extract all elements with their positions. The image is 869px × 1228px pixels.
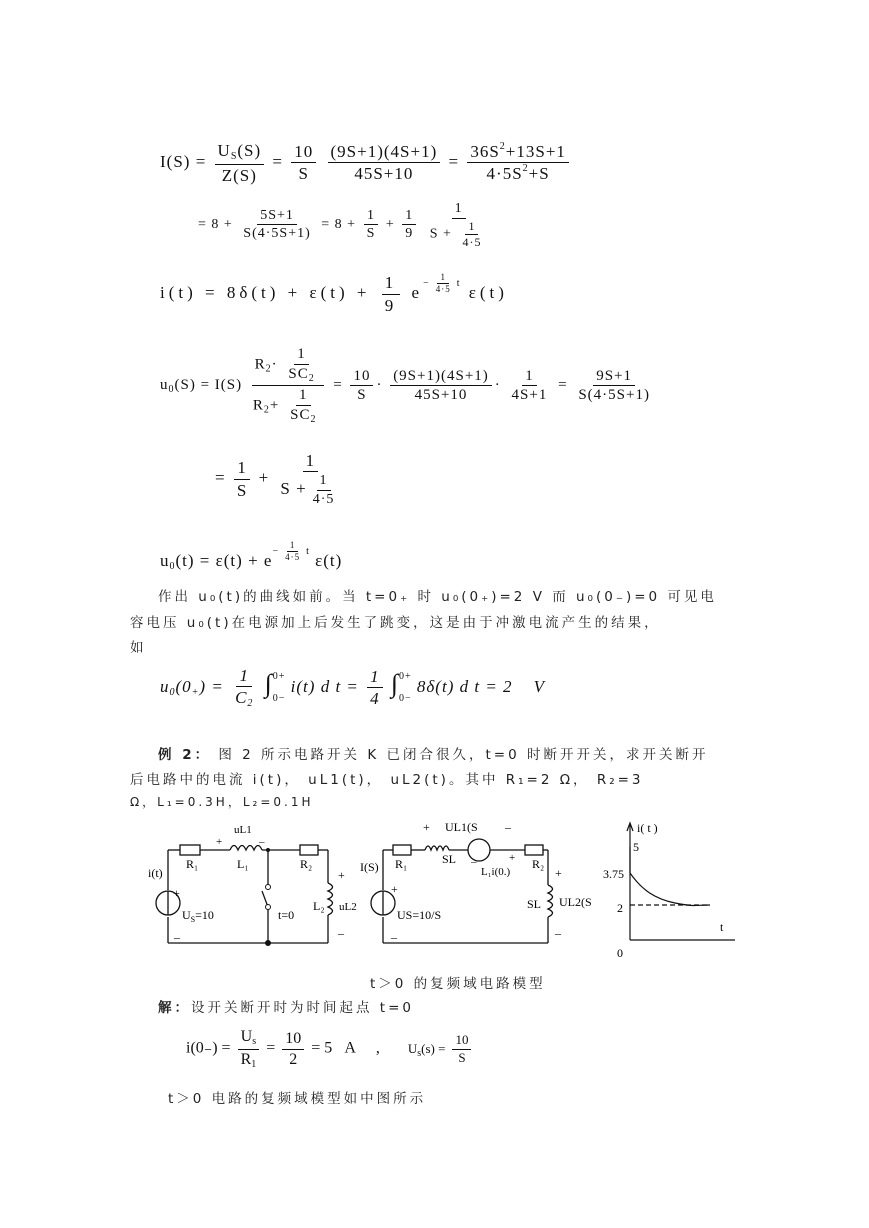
svg-text:–: – (555, 926, 561, 940)
svg-text:–: – (505, 820, 511, 834)
graph-origin: 0 (617, 946, 623, 960)
last-line: t＞0 电路的复频域模型如中图所示 (168, 1091, 427, 1107)
svg-text:–: – (338, 926, 344, 940)
svg-text:R₁: R₁ (395, 857, 408, 871)
para1-line2: 容电压 u₀(t)在电源加上后发生了跳变，这是由于冲激电流产生的结果， (130, 615, 661, 631)
graph-xlabel: t (720, 920, 724, 934)
equation-3: i(t) = 8δ(t) + ε(t) + $\frac{1}{9}$ e− $\frac{1}{4\cdot 5}$ t ε(t) (160, 272, 508, 315)
svg-text:L₁i(0.): L₁i(0.) (481, 866, 511, 878)
equation-4: $u_0(S) = I(S)$ $R_2\cdot$ $\frac{1}{SC_2}$ $R_2+$ $\frac{1}{SC_2}$ = $\frac{10}{S}$ · $\frac{(9S+1)(4S+1)}{45S+10}$ · $\frac{1}{4S+1}$ = $\frac{9S+1}{S(4\cdot 5S+1)}$ (160, 346, 650, 425)
svg-text:+: + (391, 882, 398, 896)
circuit-1-diagram (140, 815, 370, 955)
svg-text:US=10: $U_S=10$ (182, 908, 214, 924)
svg-text:R₂: R₂ (532, 857, 545, 871)
equation-2: = 8 + $\frac{5S+1}{S(4\cdot 5S+1)}$ = 8 + $\frac{1}{S}$ + $\frac{1}{9}$ 1 S + $\frac{1}{4\cdot 5}$ (198, 200, 493, 250)
svg-text:+: + (173, 886, 180, 900)
para2-line1: 例 2： 图 2 所示电路开关 K 已闭合很久，t=0 时断开开关，求开关断开 (158, 747, 709, 763)
eq1-frac-3: $\frac{(9S+1)(4S+1)}{45S+10}$ (328, 141, 441, 185)
svg-text:–: – (471, 856, 477, 868)
para2-line2: 后电路中的电流 i(t)， uL1(t)， uL2(t)。其中 R₁=2 Ω， R₂=3 (130, 772, 644, 788)
graph-tick-2: 2 (617, 901, 623, 915)
svg-text:US=10/S: US=10/S (397, 908, 442, 922)
graph-tick-375: 3.75 (603, 867, 624, 881)
svg-text:+: + (555, 866, 562, 880)
svg-text:+: + (423, 820, 430, 834)
eq2-frac-3: $\frac{1}{9}$ (402, 207, 416, 243)
svg-text:SL: SL (442, 852, 457, 866)
svg-text:–: – (174, 930, 180, 944)
eq2-frac-2: $\frac{1}{S}$ (364, 207, 379, 243)
svg-text:L₂: L₂ (313, 899, 325, 913)
eq2-frac-1: $\frac{5S+1}{S(4\cdot 5S+1)}$ (243, 207, 311, 242)
svg-text:t=0: t=0 (278, 908, 295, 922)
svg-text:+: + (509, 852, 516, 864)
graph-ylabel: i( t ) (637, 821, 658, 835)
svg-text:–: – (391, 930, 397, 944)
eq1-frac-1: $\frac{U_S(S)}{Z(S)}$ (215, 140, 265, 186)
c1-uL1: uL1 (234, 824, 252, 836)
current-decay-graph (600, 815, 740, 965)
svg-text:UL2(S: UL2(S (559, 895, 592, 909)
eq1-lhs: I(S) = (160, 151, 207, 171)
circuit-2-diagram (355, 815, 605, 955)
equation-8: i(0₋) = $\frac{U_s}{R_1}$ = $\frac{10}{2}$ = 5 A , $U_s(s)$ = $\frac{10}{S}$ (186, 1027, 474, 1071)
svg-text:I(S): I(S) (360, 860, 379, 874)
para1-line1: 作出 u₀(t)的曲线如前。当 t=0₊ 时 u₀(0₊)=2 V 而 u₀(0₋)=0 可见电 (158, 589, 717, 605)
svg-text:SL: SL (527, 897, 542, 911)
para2-line3: Ω，L₁=0.3H，L₂=0.1H (130, 795, 314, 809)
svg-text:–: – (259, 836, 265, 848)
svg-text:+: + (338, 868, 345, 882)
para1-line3: 如 (130, 640, 147, 656)
svg-text:L₁: L₁ (237, 857, 249, 871)
eq3-frac: $\frac{1}{9}$ (382, 272, 401, 316)
svg-text:R₂: R₂ (300, 857, 313, 871)
svg-text:UL1(S: UL1(S (445, 820, 478, 834)
svg-text:+: + (216, 836, 223, 848)
equation-7: $u_0(0_+)$ = $\frac{1}{C_2}$ ∫ 0+ 0− i(t) d t = $\frac{1}{4}$ ∫ 0+ 0− 8δ(t) d t = 2 V (160, 666, 545, 710)
eq4-big-frac: $R_2\cdot$ $\frac{1}{SC_2}$ $R_2+$ $\frac{1}{SC_2}$ (250, 345, 326, 427)
equation-5: = $\frac{1}{S}$ + 1 S + $\frac{1}{4\cdot 5}$ (215, 451, 335, 507)
eq2-frac-4: 1 S + $\frac{1}{4\cdot 5}$ (429, 201, 482, 249)
svg-text:uL2: uL2 (339, 901, 357, 913)
equation-1: I(S) = $\frac{U_S(S)}{Z(S)}$ = $\frac{10}{S}$ $\frac{(9S+1)(4S+1)}{45S+10}$ = $\frac{36S^2+13S+1}{4\cdot 5S^2+S}$ (160, 140, 572, 186)
eq1-frac-2: $\frac{10}{S}$ (291, 141, 316, 185)
graph-tick-5: 5 (633, 840, 639, 854)
solution-line: 解：设开关断开时为时间起点 t=0 (158, 1000, 414, 1016)
svg-text:R₁: R₁ (186, 857, 199, 871)
svg-text:i(t): i(t) (148, 866, 163, 880)
eq1-frac-4: $\frac{36S^2+13S+1}{4\cdot 5S^2+S}$ (467, 141, 569, 185)
equation-6: $u_0(t) = \varepsilon(t) + e-$ $\frac{1}{4\cdot 5}$ t ε(t) (160, 540, 343, 573)
figure-caption: t＞0 的复频域电路模型 (370, 976, 546, 992)
